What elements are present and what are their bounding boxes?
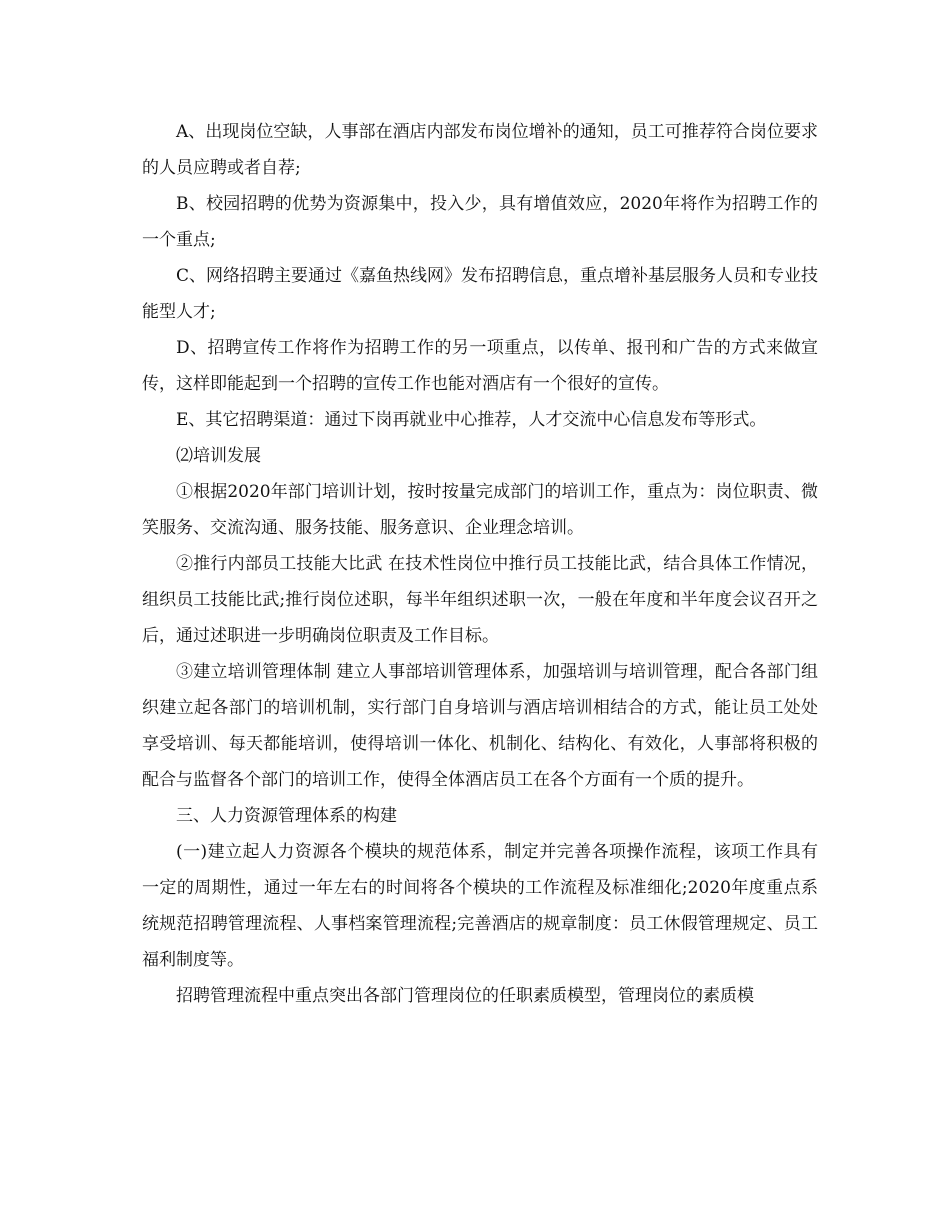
paragraph-recruitment-process: 招聘管理流程中重点突出各部门管理岗位的任职素质模型，管理岗位的素质模 [176, 986, 754, 1006]
paragraph-channel-b: B、校园招聘的优势为资源集中，投入少，具有增值效应，2020年将作为招聘工作的一个重点; [142, 194, 818, 250]
paragraph-training-1: ①根据2020年部门培训计划，按时按量完成部门的培训工作，重点为：岗位职责、微笑服务、交流沟通、服务技能、服务意识、企业理念培训。 [142, 482, 818, 538]
paragraph-training-3: ③建立培训管理体制 建立人事部培训管理体系，加强培训与培训管理，配合各部门组织建立起各部门的培训机制，实行部门自身培训与酒店培训相结合的方式，能让员工处处享受培训、每天都能培训，使得培训一体化、机制化、结构化、有效化，人事部将积极的配合与监督各个部门的培训工作，使得全体酒店员工在各个方面有一个质的提升。 [142, 662, 818, 790]
paragraph-channel-a: A、出现岗位空缺，人事部在酒店内部发布岗位增补的通知，员工可推荐符合岗位要求的人员应聘或者自荐; [142, 122, 818, 178]
section-heading-hr-system: 三、人力资源管理体系的构建 [176, 806, 397, 826]
paragraph-training-2: ②推行内部员工技能大比武 在技术性岗位中推行员工技能比武，结合具体工作情况，组织员工技能比武;推行岗位述职，每半年组织述职一次，一般在年度和半年度会议召开之后，通过述职进一步明确岗位职责及工作目标。 [142, 554, 818, 646]
paragraph-channel-c: C、网络招聘主要通过《嘉鱼热线网》发布招聘信息，重点增补基层服务人员和专业技能型人才; [142, 266, 819, 322]
subheading-training: ⑵培训发展 [176, 446, 261, 466]
paragraph-channel-e: E、其它招聘渠道：通过下岗再就业中心推荐，人才交流中心信息发布等形式。 [176, 410, 767, 430]
paragraph-hr-system-1: (一)建立起人力资源各个模块的规范体系，制定并完善各项操作流程，该项工作具有一定的周期性，通过一年左右的时间将各个模块的工作流程及标准细化;2020年度重点系统规范招聘管理流程、人事档案管理流程;完善酒店的规章制度：员工休假管理规定、员工福利制度等。 [142, 842, 818, 970]
paragraph-channel-d: D、招聘宣传工作将作为招聘工作的另一项重点，以传单、报刊和广告的方式来做宣传，这样即能起到一个招聘的宣传工作也能对酒店有一个很好的宣传。 [142, 338, 818, 394]
document-body [142, 114, 818, 1014]
